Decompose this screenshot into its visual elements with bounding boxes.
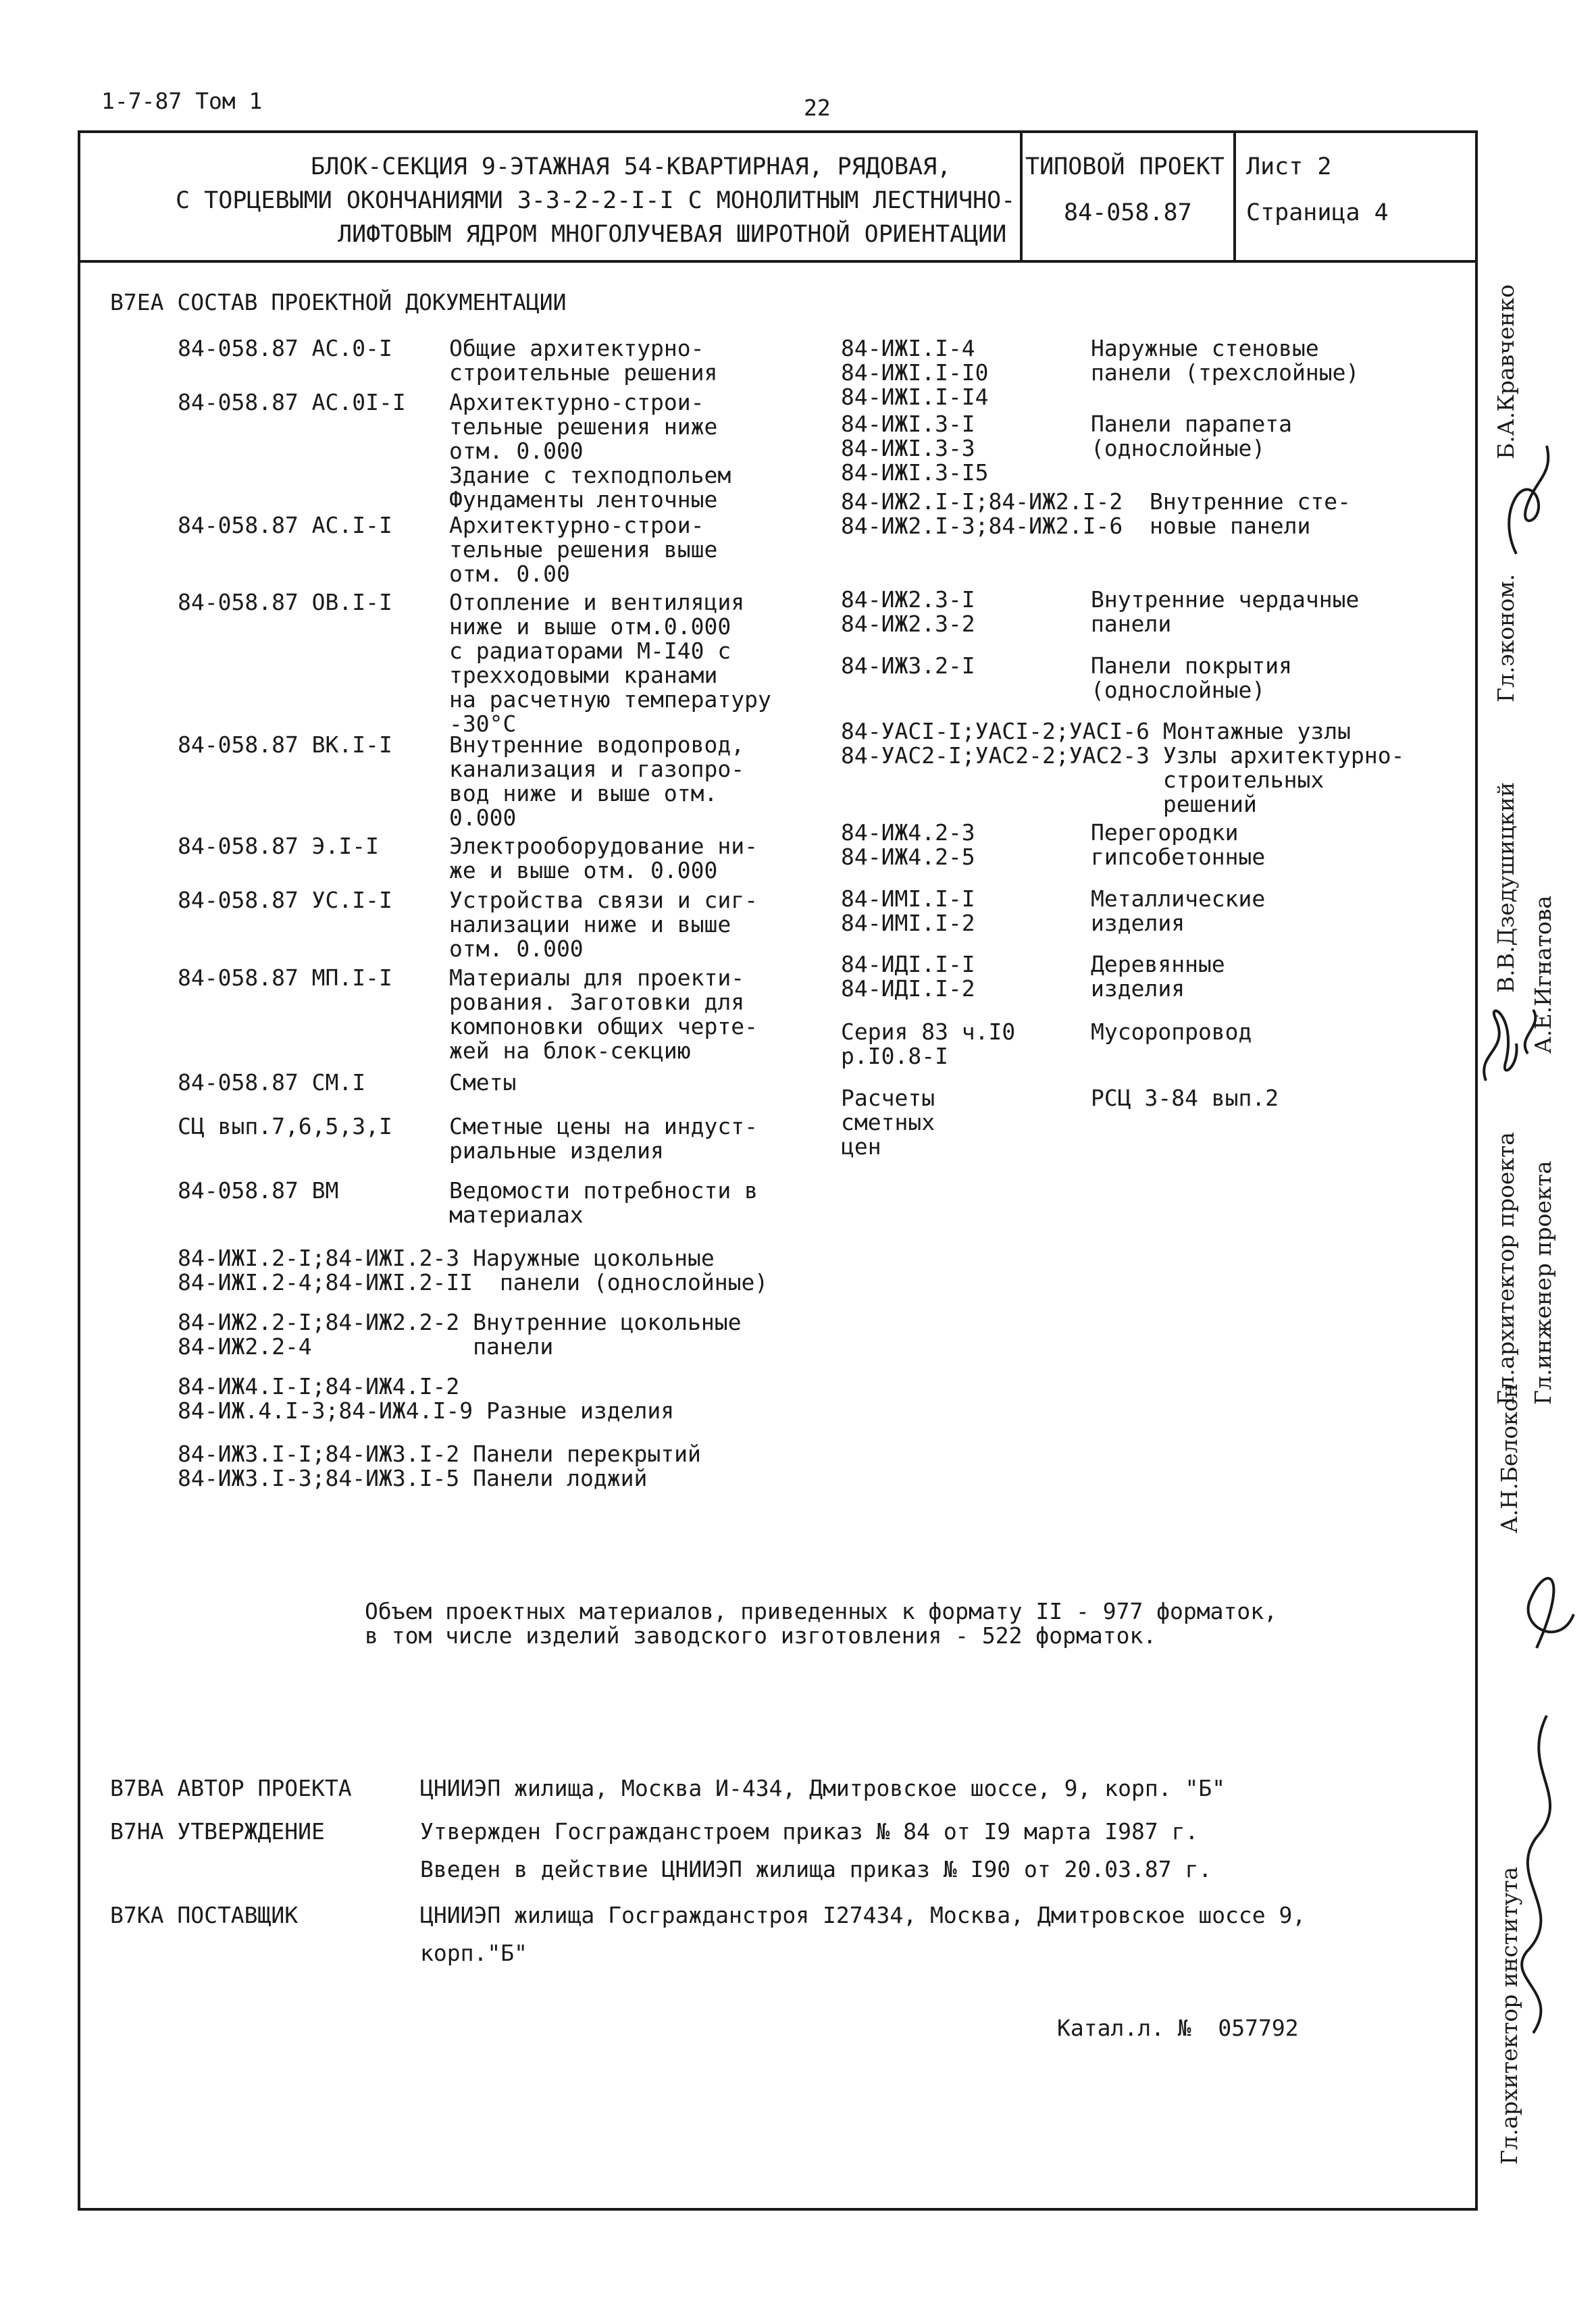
entry-desc: Наружные стеновые панели (трехслойные)	[1091, 335, 1360, 386]
entry-code: 84-058.87 АС.0I-I	[178, 389, 406, 415]
entry-code: 84-ИЖI.I-4 84-ИЖI.I-I0 84-ИЖI.I-I4	[841, 335, 989, 410]
stamp-chief-architect-institute: Гл.архитектор института	[1496, 1866, 1522, 2165]
entry-code: 84-058.87 ВМ	[178, 1177, 339, 1204]
sheet-number: Лист 2	[1246, 153, 1332, 180]
combined-entry: 84-ИЖ3.I-I;84-ИЖ3.I-2 Панели перекрытий 84-ИЖ3.I-3;84-ИЖ3.I-5 Панели лоджий	[178, 1441, 701, 1491]
volume-note: Объем проектных материалов, приведенных к формату II - 977 форматок, в том числе изделий заводского изготовления - 522 форматок.	[365, 1598, 1278, 1649]
catalog-number: Катал.л. № 057792	[1057, 2015, 1299, 2041]
title-block-divider	[78, 260, 1478, 263]
title-line-3: ЛИФТОВЫМ ЯДРОМ МНОГОЛУЧЕВАЯ ШИРОТНОЙ ОРИЕНТАЦИИ	[338, 221, 1007, 248]
stamp-name-kravchenko: Б.А.Кравченко	[1493, 284, 1519, 459]
entry-code: 84-ИЖ2.3-I 84-ИЖ2.3-2	[841, 586, 975, 637]
entry-code: 84-058.87 СМ.I	[178, 1069, 366, 1096]
entry-desc: Внутренние чердачные панели	[1091, 586, 1360, 637]
entry-code: 84-058.87 Э.I-I	[178, 833, 380, 859]
title-line-1: БЛОК-СЕКЦИЯ 9-ЭТАЖНАЯ 54-КВАРТИРНАЯ, РЯДОВАЯ,	[311, 153, 952, 180]
section-heading: В7ЕА СОСТАВ ПРОЕКТНОЙ ДОКУМЕНТАЦИИ	[110, 289, 567, 315]
entry-code: 84-ИЖ4.2-3 84-ИЖ4.2-5	[841, 819, 975, 870]
project-number: 84-058.87	[1064, 199, 1192, 226]
supplier-label: В7КА ПОСТАВЩИК	[110, 1902, 299, 1928]
combined-entry: 84-ИЖ4.I-I;84-ИЖ4.I-2 84-ИЖ.4.I-3;84-ИЖ4.I-9 Разные изделия	[178, 1373, 675, 1424]
entry-desc: Сметы	[449, 1069, 517, 1096]
entry-desc: Мусоропровод	[1091, 1019, 1252, 1045]
entry-code: 84-ИЖ3.2-I	[841, 652, 975, 679]
stamp-name-ignatova: А.Е.Игнатова	[1530, 895, 1556, 1054]
title-line-2: С ТОРЦЕВЫМИ ОКОНЧАНИЯМИ 3-3-2-2-I-I С МОНОЛИТНЫМ ЛЕСТНИЧНО-	[176, 187, 1016, 214]
approval-line-1: Утвержден Госгражданстроем приказ № 84 от I9 марта I987 г.	[420, 1818, 1199, 1845]
entry-code: 84-УАСI-I;УАСI-2;УАСI-6 Монтажные узлы 84-УАС2-I;УАС2-2;УАС2-3 Узлы архитектурно- строительных решений	[841, 718, 1405, 817]
entry-code: 84-ИДI.I-I 84-ИДI.I-2	[841, 951, 975, 1002]
page-label: Страница 4	[1246, 199, 1389, 226]
supplier-line-2: корп."Б"	[420, 1940, 527, 1966]
entry-code: 84-058.87 МП.I-I	[178, 965, 392, 991]
entry-desc: Архитектурно-строи- тельные решения ниже отм. 0.000 Здание с техподпольем Фундаменты ленточные	[449, 389, 731, 513]
entry-desc: Материалы для проекти- рования. Заготовки для компоновки общих черте- жей на блок-секцию	[449, 965, 758, 1064]
entry-code: 84-058.87 АС.I-I	[178, 512, 392, 538]
stamp-name-belokon: А.Н.Белокон	[1496, 1383, 1522, 1533]
title-col-divider-1	[1020, 130, 1023, 261]
title-col-divider-2	[1233, 130, 1236, 261]
stamp-chief-economist: Гл.эконом.	[1493, 573, 1519, 702]
entry-desc: Сметные цены на индуст- риальные изделия	[449, 1113, 758, 1164]
entry-desc: Перегородки гипсобетонные	[1091, 819, 1266, 870]
entry-code: 84-058.87 УС.I-I	[178, 887, 392, 913]
entry-code: 84-ИЖI.3-I 84-ИЖI.3-3 84-ИЖI.3-I5	[841, 411, 989, 486]
entry-code: 84-058.87 ВК.I-I	[178, 731, 392, 758]
stamp-name-dzedushitsky: В.В.Дзедушицкий	[1493, 781, 1519, 993]
entry-desc: Устройства связи и сиг- нализации ниже и выше отм. 0.000	[449, 887, 758, 962]
entry-desc: РСЦ 3-84 вып.2	[1091, 1085, 1279, 1111]
page-number: 22	[804, 95, 831, 121]
author-label: В7ВА АВТОР ПРОЕКТА	[110, 1775, 352, 1801]
entry-desc: Электрооборудование ни- же и выше отм. 0.000	[449, 833, 758, 883]
signature-belokon	[1528, 1578, 1574, 1648]
author-value: ЦНИИЭП жилища, Москва И-434, Дмитровское шоссе, 9, корп. "Б"	[420, 1775, 1226, 1801]
combined-entry: 84-ИЖ2.2-I;84-ИЖ2.2-2 Внутренние цокольные 84-ИЖ2.2-4 панели	[178, 1309, 742, 1360]
entry-desc: Панели покрытия (однослойные)	[1091, 652, 1293, 703]
entry-desc: Панели парапета (однослойные)	[1091, 411, 1293, 461]
entry-code: 84-058.87 АС.0-I	[178, 335, 392, 361]
series-label: 1-7-87 Том 1	[101, 88, 263, 114]
entry-code: 84-058.87 ОВ.I-I	[178, 589, 392, 615]
entry-code: СЦ вып.7,6,5,3,I	[178, 1113, 392, 1139]
entry-code: 84-ИМI.I-I 84-ИМI.I-2	[841, 885, 975, 936]
stamp-chief-architect-project: Гл.архитектор проекта	[1493, 1132, 1519, 1405]
project-type-label: ТИПОВОЙ ПРОЕКТ	[1025, 153, 1225, 180]
entry-desc: Деревянные изделия	[1091, 951, 1225, 1002]
entry-desc: Ведомости потребности в материалах	[449, 1177, 758, 1228]
entry-desc: Общие архитектурно- строительные решения	[449, 335, 718, 386]
combined-entry: 84-ИЖI.2-I;84-ИЖI.2-3 Наружные цокольные 84-ИЖI.2-4;84-ИЖI.2-II панели (однослойные)	[178, 1245, 769, 1295]
supplier-line-1: ЦНИИЭП жилища Госгражданстроя I27434, Москва, Дмитровское шоссе 9,	[420, 1902, 1306, 1928]
entry-code: 84-ИЖ2.I-I;84-ИЖ2.I-2 Внутренние сте- 84-ИЖ2.I-3;84-ИЖ2.I-6 новые панели	[841, 488, 1351, 539]
signature-dzedushitsky	[1484, 1011, 1516, 1081]
approval-line-2: Введен в действие ЦНИИЭП жилища приказ № I90 от 20.03.87 г.	[420, 1856, 1212, 1882]
approval-label: В7НА УТВЕРЖДЕНИЕ	[110, 1818, 325, 1845]
entry-code: Серия 83 ч.I0 р.I0.8-I	[841, 1019, 1016, 1069]
entry-desc: Металлические изделия	[1091, 885, 1266, 936]
stamp-chief-engineer-project: Гл.инженер проекта	[1530, 1160, 1556, 1405]
entry-code: Расчеты сметных цен	[841, 1085, 935, 1160]
entry-desc: Отопление и вентиляция ниже и выше отм.0.000 с радиаторами М-I40 с трехходовыми кранами на расчетную температуру -30°С	[449, 589, 771, 737]
signature-kravchenko	[1509, 446, 1548, 554]
entry-desc: Внутренние водопровод, канализация и газопро- вод ниже и выше отм. 0.000	[449, 731, 745, 831]
signature-chief	[1522, 1716, 1550, 2033]
entry-desc: Архитектурно-строи- тельные решения выше отм. 0.00	[449, 512, 718, 587]
